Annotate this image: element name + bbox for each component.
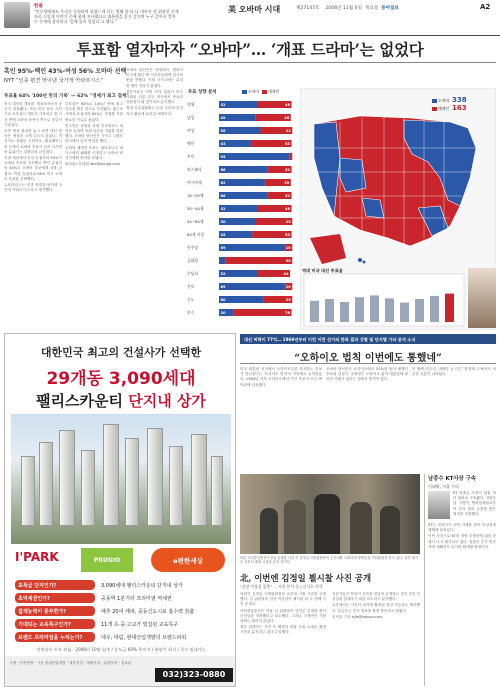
ad-question: 초특급 단지인가? [15,580,95,590]
category-label: 공화당 [187,258,199,263]
article3-headline: 北, 이번엔 김정일 뵐시찰 사진 공개 [240,573,372,583]
paragraph: 정권 인수위원회는 다음 주부터 본격적인 활동에 들어갈 예정이다. [126,106,183,116]
score-swatch-mccain [432,107,437,111]
bar-mccain [226,257,293,264]
bar-value-label: 50 [220,220,226,225]
columnist-photo [428,491,450,519]
column-text [428,523,496,687]
bar-value-label: 43 [285,129,291,134]
category-label: 민주당 [187,245,199,250]
columnist-name: 한줄 [34,4,43,9]
legend-label: 매케인 [268,89,280,94]
paragraph: 공화당 매케인 후보는 애리조나주 피닉스에서 패배를 인정하고 오바마 당선인에게 축하를 보냈다. [65,145,123,161]
building [125,438,139,526]
bar-value-label: 60 [220,298,226,303]
ad-answer: 배후 20여 세대, 중동신도시로 흡수력 갖춤 [101,609,195,615]
paragraph: 미국 대선의 개표를 '개표하자마자 승부가 결정됐다.' 5일 미국 동부 시간으로 오후 8시 개표가 시작되고 몇 시간 만에 오바마 당선인 쪽으로 승부가 기울었다. [4,102,62,127]
bar-value-label: 78 [285,311,291,316]
columnist-photo [4,2,30,28]
turnout-bar [385,298,394,322]
us-electoral-map [300,88,496,330]
photo-caption: 북한 조선중앙통신이 5일 공개한 사진 속 김정일 국방위원장이 군부대를 시찰하며 장병들과 기념촬영을 하고 있다. 정부 당국은 사진의 촬영 시점을 분석 중이다. [240,556,419,565]
building [169,446,183,526]
article3-byline: “건강 이상설 일축” … 사진 분석 중 / 신석호 기자 [240,584,323,589]
figure [380,506,400,554]
paragraph: 북한이 김정일 국방위원장의 군부대 시찰 사진을 공개했다. 김 위원장의 건강 이상설이 제기된 뒤 두 번째 사진 공개다. [240,592,326,607]
paragraph: 워싱턴=특파원 abc@donga.com [65,162,121,167]
paragraph: 이번 대선에서 흑인 유권자의 95%가 오바마 후보를 지지했고 백인 유권자의 43%도 오바마 후보에게 표를 던졌다. 여성 유권자의 56% 역시 오바마 후보를 선택했다. [4,156,62,181]
bar-value-label: 66 [220,168,226,173]
ad-qa-row [5,593,236,604]
vote-breakdown-chart [185,88,297,328]
bar-obama [219,296,263,303]
ad-title-part: 단지내 상가 [128,392,206,410]
building [191,434,207,526]
bar-value-label: 49 [220,116,226,121]
bar-obama [219,257,226,264]
score-swatch-obama [432,99,437,103]
bar-value-label: 55 [285,142,291,147]
bar-value-label: 46 [285,207,291,212]
paragraph: 미국 대통령 선거에서 오하이오주를 차지하는 후보가 당선된다는 '오하이오 법칙'이 이번에도 들어맞았다. 1964년 이후 오하이오에서 이긴 후보가 모두 백악관에 입성했다. [240,367,322,387]
score-label: 매케인 [438,106,450,111]
chart-title: 투표 성향 분석 [188,90,217,95]
bar-value-label: 52 [220,103,226,108]
issue-weekday: 목요일 [364,6,379,11]
bar-obama [219,153,289,160]
apartment-advertisement[interactable] [4,333,236,687]
bar-value-label: 90 [285,259,291,264]
ad-qa-row [5,580,236,591]
category-label: 백인 [187,141,195,146]
issue-number: 제27147호 [296,6,320,11]
category-label: 전체 [187,102,195,107]
ad-complex-photo [11,414,231,544]
prugio-logo: PRUGIO [81,548,133,572]
ipark-logo: I'PARK [15,550,59,564]
bar-value-label: 44 [283,272,289,277]
bar-mccain [234,309,292,316]
bar-mccain [289,153,292,160]
paragraph: KT는 대표이사 공백 사태를 맞아 비상경영체제에 들어갔다. [428,523,496,533]
building [39,442,53,526]
bar-value-label: 52 [220,272,226,277]
ad-qa-row [5,619,236,630]
masthead-quote [34,3,184,24]
article-column [65,102,123,328]
article-column [126,68,183,328]
paragraph: 전문가들은 북한이 사진을 잇달아 공개하는 것이 건강 이상설을 잠재우기 위한 의도라고 분석했다. [332,592,420,602]
category-label: 보수 [187,310,195,315]
portrait-photo [468,268,496,328]
bar-value-label: 62 [220,181,226,186]
paragraph: KT 남중수 사장이 납품 비리 혐의로 구속됐다. 검찰은 남 사장이 협력업체들로부터 수억 원의 금품을 받은 혐의를 적용했다. [453,491,496,516]
figure [314,494,340,554]
ad-question: 브랜드 프리미엄을 누리는가? [15,632,95,642]
paragraph: 이번 사건으로 KT의 경영 투명성에 대한 문제가 다시 제기되고 있다. 검찰은 추가 연루자에 대해서도 수사를 확대할 방침이다. [428,534,496,549]
building [103,424,119,526]
bar-obama [219,179,265,186]
building [81,450,95,526]
category-label: 45~64세 [187,219,204,224]
subheadline: 흑인 95%-백인 43%-여성 56% 오바마 선택 [4,68,127,75]
bar-value-label: 32 [285,168,291,173]
building [59,430,75,526]
category-label: 중도 [187,297,195,302]
turnout-bar [370,295,379,322]
category-label: 남성 [187,115,195,120]
bar-value-label: 49 [285,220,291,225]
subheadline: 투표율 64% '100년 만의 기록' — 62% "경제가 최고 걸재" [4,94,129,99]
bar-value-label: 45 [220,233,226,238]
bar-value-label: 43 [220,142,226,147]
ad-brand-logos [11,546,231,574]
article3-column [332,592,420,687]
bar-value-label: 95 [220,155,226,160]
ad-unit-count: 29개동 3,090세대 [46,369,196,389]
article2-headline: “오하이오 법칙 이번에도 통했네” [294,353,442,364]
paragraph: 조선중앙통신은 이날 김 위원장이 인민군 부대를 찾아 군인들을 격려했다고 보도했다. 그러나 구체적인 시찰 날짜는 밝히지 않았다. [240,608,326,624]
paragraph: 뉴욕타임스는 '인종 편견을 엇이낸 국가적 카타르시스'라고 평가했다. [4,183,62,193]
article3-column [240,592,326,687]
bar-obama [219,166,268,173]
score-obama [430,96,480,104]
paragraph: 정부 관계자는 사진 속 배경과 복장 등을 토대로 촬영 시점을 분석하고 있다고 말했다. [240,625,326,635]
ad-answer: 3,090세대 팰리스카운티 단지내 상가 [101,583,183,589]
turnout-bar [310,301,319,322]
turnout-bar [355,297,364,322]
paragraph: 민주당은 상원과 하원 선거에서도 의석을 늘리며 의회 다수당 지위를 강화했다. 오바마 당선인은 시카고 그랜트파크에서 승리 연설을 했다. [65,123,123,144]
bar-obama [219,283,285,290]
ad-title-part: 팰리스카운티 [36,392,124,410]
page-number: A2 [480,3,491,11]
ad-tagline: 대한민국 최고의 건설사가 선택한 [40,346,202,359]
mini-chart-title: 역대 미국 대선 투표율 [302,268,343,273]
map-state-hawaii [358,258,362,262]
bar-obama [219,244,285,251]
issue-date: 2008년 11월 6일 [325,6,363,11]
bar-obama [219,192,268,199]
article2-column [412,367,496,471]
bar-value-label: 56 [220,129,226,134]
electoral-score [430,96,480,112]
category-label: 아시아계 [187,180,202,185]
ad-qa-row [5,606,236,617]
article2-column [326,367,408,471]
ad-slogan: 전세상우 투자 관심 · 2008년 10월 입주 / 중도금 60% 무이자 / 분양가 최저 / 즉시 임대가능 [36,647,206,652]
building [211,456,223,526]
figure [260,508,278,554]
bar-value-label: 52 [220,207,226,212]
category-label: 진보 [187,284,195,289]
quote-line: 오비 스일게 이야기 중에 합께 지사했다고 대통령을 좋지 같으면 누구 같아서 얼마 [34,14,176,19]
building [21,456,35,526]
category-label: 무당파 [187,271,199,276]
ad-question: 집객능력이 풍부한가? [15,606,95,616]
column-text [453,491,496,521]
bar-value-label: 10 [285,285,291,290]
score-label: 오바마 [438,98,450,103]
paragraph: 오바마 당선인은 연설에서 '변화가 미국에 왔다'며 지지자들에게 감사의 뜻을 전했다. 이날 시카고에는 수십만 명의 인파가 몰렸다. [126,68,183,88]
masthead [0,0,500,36]
category-label: 30~44세 [187,206,204,211]
ad-qa-row [5,632,236,643]
bar-value-label: 46 [285,103,291,108]
category-label: 흑인 [187,154,195,159]
figure [350,502,372,554]
turnout-bar [445,294,454,322]
bar-value-label: 39 [285,298,291,303]
figure [284,500,306,554]
issue-info [296,5,399,11]
category-label: 65세 이상 [187,232,205,237]
bar-value-label: 48 [284,116,290,121]
paragraph: 이 밖에 미주리, 네바다 등 다른 '풍향계 주'에서도 비슷한 흐름이 나타났다. [412,367,496,377]
category-label: 여성 [187,128,195,133]
paragraph: 일부에서는 사진이 과거에 촬영된 것일 가능성도 제기했다. 통일부는 추가 정보를 확인 중이라고 밝혔다. [332,603,420,613]
bar-value-label: 89 [220,285,226,290]
ad-phone-number[interactable]: 032)323-0880 [155,668,233,682]
paragraph: 전문가들은 이번 선거 결과가 미국 사회의 인종 갈등 역사에서 중요한 전환점이 될 것이라고 분석했다. [126,89,183,105]
article2-column [240,367,322,471]
ad-product-title [5,390,236,411]
map-state-hawaii-island [363,261,366,264]
quote-line: "민주당에게도 우리가 동원하여 외쳤는데 나는 정해 앞 다 나 내부의 전 위험한 건재 [34,9,179,14]
ad-answer: 대우, 대림, 현대산업개발의 브랜드파워 [101,635,187,641]
bar-value-label: 89 [220,246,226,251]
bar-value-label: 66 [220,194,226,199]
category-label: 히스패닉 [187,167,202,172]
turnout-bar [430,296,439,322]
paragraph: 오바마 당선인은 오하이오에서 51%를 얻어 매케인 후보를 앞섰다. 공화당은 오하이오 없이 대통령에 당선된 사례가 없다는 점에서 충격이 컸다. [326,367,408,382]
paragraph: 신석호 기자 kyle@donga.com [332,614,383,619]
divider [240,363,496,364]
column-author: 이태워, 서울 수리 [428,484,459,489]
score-value: 163 [452,104,467,112]
score-mccain [430,104,480,112]
quote-line: 수 존재에 참작하고 '힘에 있어 빌었다'고 했다." [34,19,117,24]
subheadline: NYT “인종 편견 엇이낸 국가적 카타르시스” [4,78,104,84]
turnout-bar [325,299,334,322]
bar-value-label: 53 [285,233,291,238]
paragraph: 투표율은 64%로 100년 만에 최고 기록을 세운 것으로 추산됐다. 출구조사에서 유권자의 62%는 경제를 가장 중요한 이슈로 꼽았다. [65,102,123,122]
pyeonhan-sesang-logo: e편한세상 [151,548,225,572]
bar-value-label: 35 [284,181,290,186]
article-column [4,102,62,328]
turnout-bar [340,302,349,322]
main-headline: 투표함 열자마자 “오바마”… ‘개표 드라마’는 없었다 [76,40,424,59]
column-divider [424,474,425,686]
ad-footer-info: 시행 · 신진종합 · 시공 현대산업개발 · 대우건설 · 대림산업 · 분양문의 · 홍보관 [9,661,132,665]
category-label: 18~29세 [187,193,204,198]
bar-value-label: 10 [285,246,291,251]
paragraph: 초반 개표 결과만 놓고 보면 대선 양상은 예상과 크게 다르지 않았다. 격전지로 꼽혔던 오하이오, 펜실베이니아 등에서 오바마 후보가 앞서 나가면서 분위기는 일찌감치 굳어졌다. [4,129,62,154]
score-value: 338 [452,96,467,104]
turnout-bar [400,303,409,322]
ad-answer: 11개 초·중·고교가 밀집된 교육특구 [101,622,179,628]
news-ticker-band: 대선 버락이 77억… 1969년부터 이런 이런 선거의 한복 결과 성별 및 단지별 기타 분석 소식 [240,334,496,344]
legend-label: 오바마 [248,89,260,94]
building [147,428,163,526]
column-title: 남종수 KT사장 구속 [428,476,477,482]
paper-name: 동아일보 [381,6,399,11]
bar-value-label: 20 [220,311,226,316]
bar-value-label: 32 [285,194,291,199]
ad-question: 초역세권인가? [15,593,95,603]
turnout-bar [415,299,424,322]
ad-question: 기대되는 교육특구인가? [15,619,95,629]
divider [4,62,496,63]
kim-jong-il-photo [240,474,420,554]
section-title: 美 오바마 시대 [228,5,281,14]
ad-answer: 중동역 1분거리 프리미엄 역세권 [101,596,172,602]
